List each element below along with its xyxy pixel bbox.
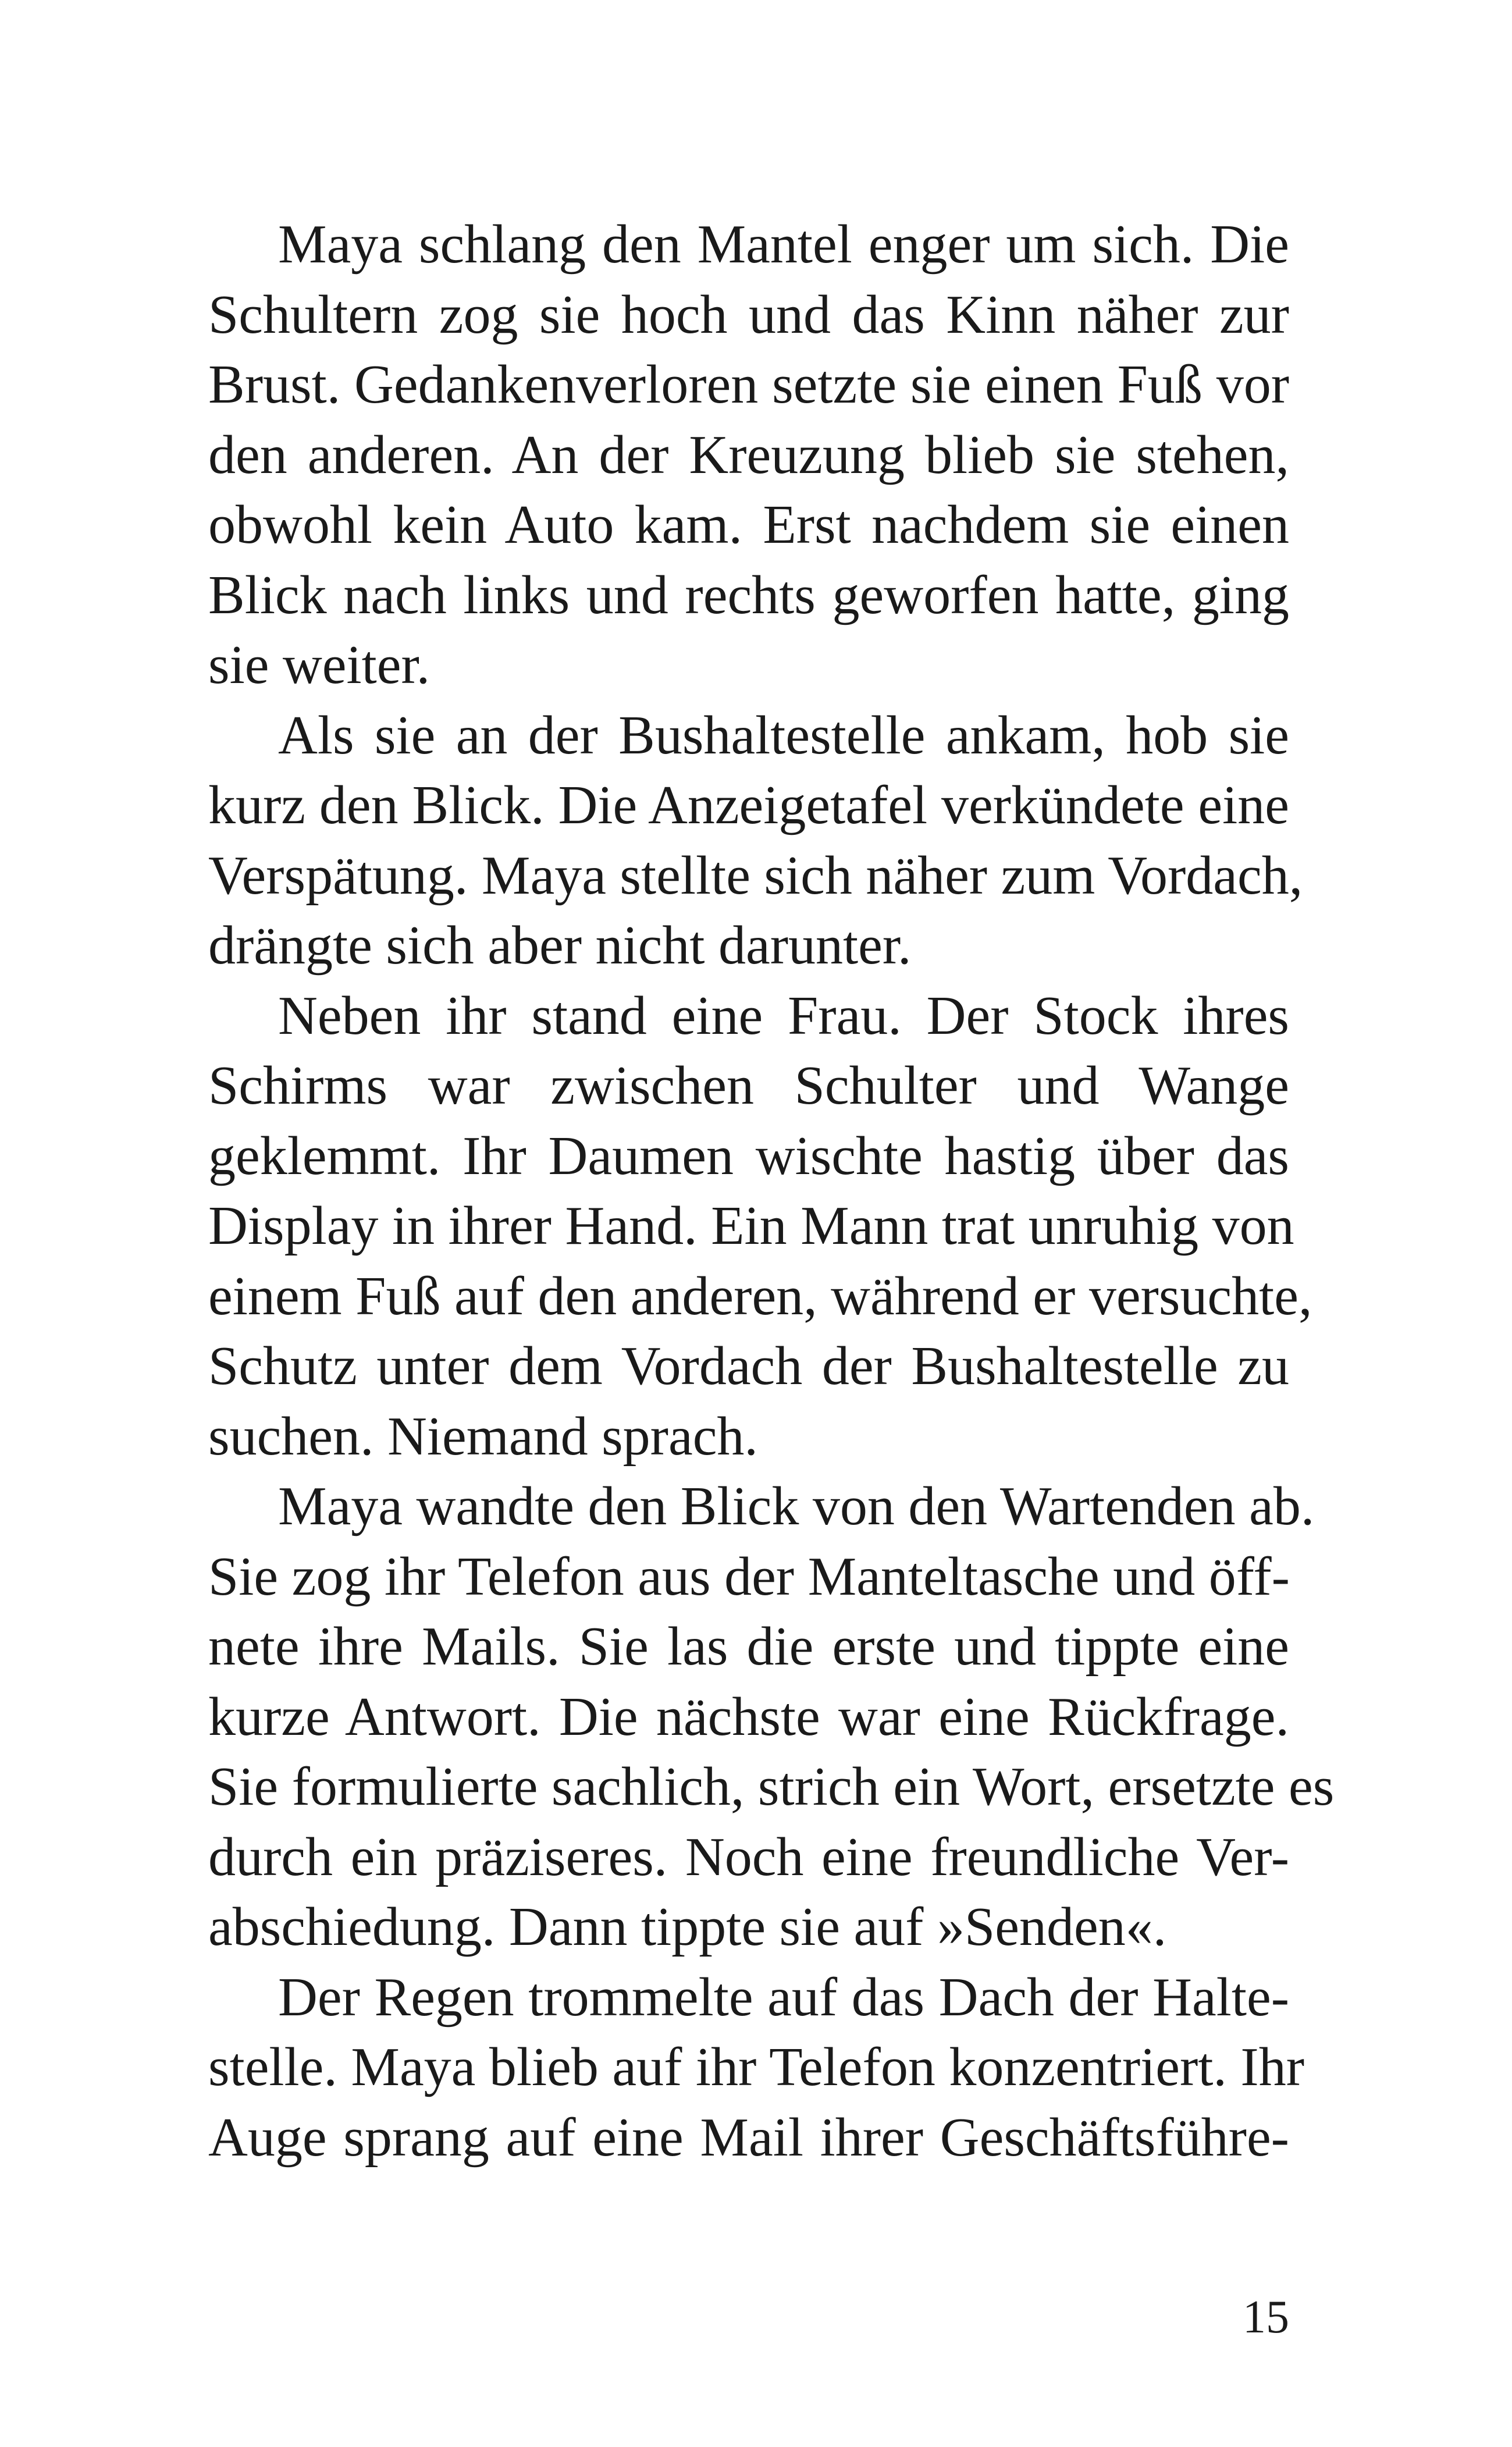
- text-line: kurz den Blick. Die Anzeigetafel verkündete eine: [208, 775, 1289, 835]
- text-line: geklemmt. Ihr Daumen wischte hastig über das: [208, 1125, 1289, 1186]
- page-number: 15: [1243, 2292, 1289, 2343]
- text-line: kurze Antwort. Die nächste war eine Rückfrage.: [208, 1686, 1289, 1747]
- text-line: Schultern zog sie hoch und das Kinn näher zur: [208, 284, 1289, 345]
- paragraph: [208, 981, 1312, 1472]
- paragraph: [208, 1962, 1305, 2173]
- text-line: Sie zog ihr Telefon aus der Manteltasche und öff-: [208, 1546, 1290, 1607]
- text-line: Auge sprang auf eine Mail ihrer Geschäftsführe-: [208, 2107, 1289, 2168]
- text-line: Schutz unter dem Vordach der Bushaltestelle zu: [208, 1336, 1289, 1396]
- text-line: Schirms war zwischen Schulter und Wange: [208, 1055, 1289, 1116]
- text-line: abschiedung. Dann tippte sie auf »Senden«.: [208, 1897, 1167, 1957]
- paragraph: [208, 209, 1289, 700]
- text-line: Neben ihr stand eine Frau. Der Stock ihres: [278, 985, 1289, 1046]
- text-line: sie weiter.: [208, 635, 431, 695]
- text-line: Brust. Gedankenverloren setzte sie einen Fuß vor: [208, 354, 1289, 415]
- text-line: obwohl kein Auto kam. Erst nachdem sie einen: [208, 495, 1289, 555]
- text-line: nete ihre Mails. Sie las die erste und tippte eine: [208, 1616, 1289, 1677]
- text-line: drängte sich aber nicht darunter.: [208, 915, 912, 976]
- text-line: durch ein präziseres. Noch eine freundliche Ver-: [208, 1826, 1289, 1887]
- text-line: Maya wandte den Blick von den Wartenden ab.: [278, 1476, 1315, 1537]
- text-line: Sie formulierte sachlich, strich ein Wort, ersetzte es: [208, 1756, 1335, 1817]
- text-line: einem Fuß auf den anderen, während er versuchte,: [208, 1265, 1312, 1326]
- body-text: [208, 209, 1335, 2172]
- text-line: den anderen. An der Kreuzung blieb sie stehen,: [208, 424, 1289, 485]
- text-line: Maya schlang den Mantel enger um sich. Die: [278, 214, 1289, 275]
- text-line: Verspätung. Maya stellte sich näher zum Vordach,: [208, 845, 1303, 906]
- text-line: Der Regen trommelte auf das Dach der Halte-: [278, 1966, 1289, 2028]
- text-line: Display in ihrer Hand. Ein Mann trat unruhig von: [208, 1196, 1294, 1256]
- paragraph: [208, 1471, 1335, 1962]
- text-line: Blick nach links und rechts geworfen hatte, ging: [208, 564, 1289, 625]
- paragraph: [208, 700, 1303, 981]
- text-line: stelle. Maya blieb auf ihr Telefon konzentriert. Ihr: [208, 2037, 1305, 2097]
- text-line: Als sie an der Bushaltestelle ankam, hob sie: [278, 705, 1289, 766]
- text-line: suchen. Niemand sprach.: [208, 1406, 758, 1467]
